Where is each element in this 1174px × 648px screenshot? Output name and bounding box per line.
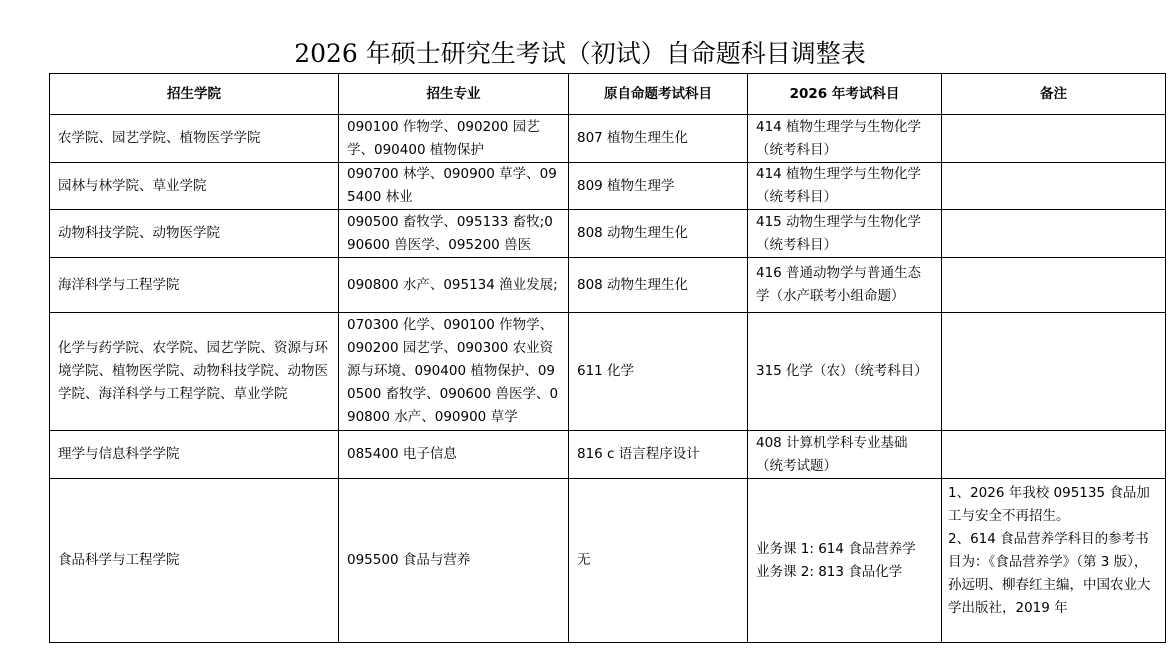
cell-new-subject: 414 植物生理学与生物化学（统考科目） bbox=[748, 115, 942, 163]
cell-new-subject: 415 动物生理学与生物化学（统考科目） bbox=[748, 210, 942, 258]
cell-old-subject: 809 植物生理学 bbox=[569, 163, 748, 210]
table-row bbox=[50, 431, 1166, 479]
cell-majors: 090700 林学、090900 草学、095400 林业 bbox=[339, 163, 569, 210]
cell-college: 化学与药学院、农学院、园艺学院、资源与环境学院、植物医学院、动物科技学院、动物医学院、海洋科学与工程学院、草业学院 bbox=[50, 313, 339, 431]
header-college: 招生学院 bbox=[50, 74, 339, 115]
header-major: 招生专业 bbox=[339, 74, 569, 115]
table-row bbox=[50, 258, 1166, 313]
cell-new-subject: 416 普通动物学与普通生态学（水产联考小组命题） bbox=[748, 258, 942, 313]
cell-majors: 090800 水产、095134 渔业发展; bbox=[339, 258, 569, 313]
cell-note bbox=[942, 163, 1166, 210]
header-old-subject: 原自命题考试科目 bbox=[569, 74, 748, 115]
table-row bbox=[50, 313, 1166, 431]
new-subject-line: 业务课 2: 813 食品化学 bbox=[756, 563, 903, 580]
note-line: 2、614 食品营养学科目的参考书目为：《食品营养学》（第 3 版），孙远明、柳春红主编，中国农业大学出版社，2019 年 bbox=[948, 531, 1151, 616]
cell-majors: 085400 电子信息 bbox=[339, 431, 569, 479]
cell-note bbox=[942, 210, 1166, 258]
cell-note bbox=[942, 479, 1166, 643]
cell-college: 园林与林学院、草业学院 bbox=[50, 163, 339, 210]
cell-new-subject: 414 植物生理学与生物化学（统考科目） bbox=[748, 163, 942, 210]
cell-college: 理学与信息科学学院 bbox=[50, 431, 339, 479]
cell-college: 动物科技学院、动物医学院 bbox=[50, 210, 339, 258]
cell-new-subject: 408 计算机学科专业基础（统考试题） bbox=[748, 431, 942, 479]
cell-old-subject: 808 动物生理生化 bbox=[569, 210, 748, 258]
cell-old-subject: 808 动物生理生化 bbox=[569, 258, 748, 313]
cell-college: 食品科学与工程学院 bbox=[50, 479, 339, 643]
cell-majors: 090100 作物学、090200 园艺学、090400 植物保护 bbox=[339, 115, 569, 163]
cell-majors: 090500 畜牧学、095133 畜牧;090600 兽医学、095200 兽医 bbox=[339, 210, 569, 258]
new-subject-line: 业务课 1: 614 食品营养学 bbox=[756, 540, 916, 557]
header-new-subject: 2026 年考试科目 bbox=[748, 74, 942, 115]
cell-old-subject: 807 植物生理生化 bbox=[569, 115, 748, 163]
cell-old-subject: 611 化学 bbox=[569, 313, 748, 431]
cell-note bbox=[942, 258, 1166, 313]
cell-new-subject bbox=[748, 479, 942, 643]
header-note: 备注 bbox=[942, 74, 1166, 115]
cell-majors: 095500 食品与营养 bbox=[339, 479, 569, 643]
cell-new-subject: 315 化学（农）（统考科目） bbox=[748, 313, 942, 431]
page-title: 2026 年硕士研究生考试（初试）自命题科目调整表 bbox=[294, 39, 866, 68]
cell-old-subject: 816 c 语言程序设计 bbox=[569, 431, 748, 479]
cell-majors: 070300 化学、090100 作物学、090200 园艺学、090300 农业资源与环境、090400 植物保护、090500 畜牧学、090600 兽医学、090800 水产、090900 草学 bbox=[339, 313, 569, 431]
cell-note bbox=[942, 313, 1166, 431]
cell-note bbox=[942, 431, 1166, 479]
note-line: 1、2026 年我校 095135 食品加工与安全不再招生。 bbox=[948, 485, 1150, 524]
table-row bbox=[50, 479, 1166, 643]
table-row bbox=[50, 163, 1166, 210]
cell-college: 农学院、园艺学院、植物医学学院 bbox=[50, 115, 339, 163]
cell-college: 海洋科学与工程学院 bbox=[50, 258, 339, 313]
subject-adjustment-table bbox=[49, 73, 1166, 643]
table-row bbox=[50, 115, 1166, 163]
table-header-row bbox=[50, 74, 1166, 115]
cell-note bbox=[942, 115, 1166, 163]
cell-old-subject: 无 bbox=[569, 479, 748, 643]
table-row bbox=[50, 210, 1166, 258]
